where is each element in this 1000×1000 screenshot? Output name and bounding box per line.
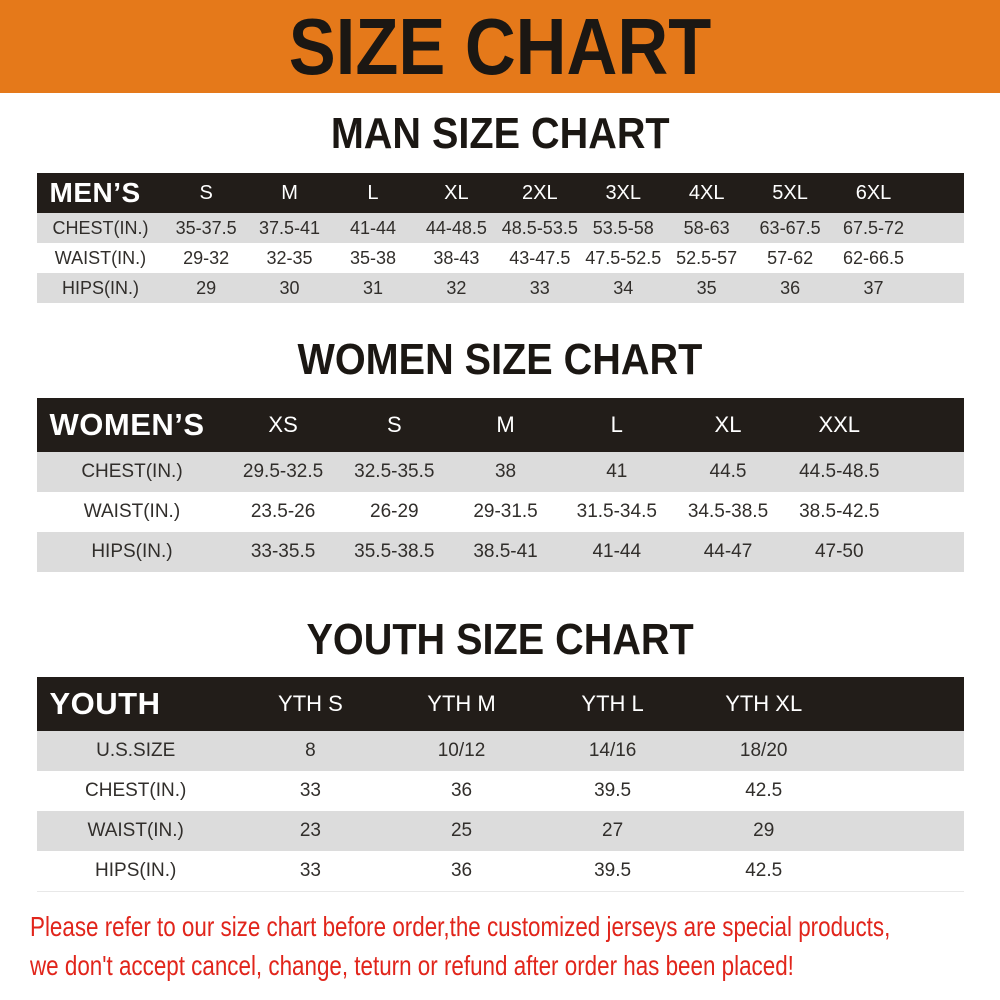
table-row [37, 273, 964, 303]
women-size-table [37, 398, 964, 572]
size-cell: 34 [582, 273, 665, 303]
column-header: XS [227, 398, 338, 452]
size-cell: 41-44 [561, 532, 672, 572]
column-header: 4XL [665, 173, 748, 213]
size-cell: 38.5-41 [450, 532, 561, 572]
size-cell: 30 [248, 273, 331, 303]
size-cell: 36 [386, 851, 537, 892]
size-cell: 35-38 [331, 243, 414, 273]
size-cell: 47.5-52.5 [582, 243, 665, 273]
section-heading-youth [0, 615, 1000, 664]
size-cell: 62-66.5 [832, 243, 915, 273]
column-header: XL [415, 173, 498, 213]
size-cell: 42.5 [688, 851, 839, 892]
size-cell: 31.5-34.5 [561, 492, 672, 532]
row-label: WAIST(IN.) [37, 243, 165, 273]
size-cell: 41 [561, 452, 672, 492]
table-row [37, 243, 964, 273]
size-cell: 18/20 [688, 731, 839, 771]
size-cell: 42.5 [688, 771, 839, 811]
table-row [37, 492, 964, 532]
size-cell: 35 [665, 273, 748, 303]
size-cell: 39.5 [537, 851, 688, 892]
size-cell: 34.5-38.5 [672, 492, 783, 532]
size-cell: 39.5 [537, 771, 688, 811]
size-cell: 37.5-41 [248, 213, 331, 243]
size-cell: 25 [386, 811, 537, 851]
table-row [37, 532, 964, 572]
row-spacer-cell [839, 811, 963, 851]
size-cell: 41-44 [331, 213, 414, 243]
size-cell: 57-62 [748, 243, 831, 273]
column-header: 5XL [748, 173, 831, 213]
table-header-row [37, 677, 964, 731]
size-cell: 14/16 [537, 731, 688, 771]
size-cell: 32-35 [248, 243, 331, 273]
size-cell: 31 [331, 273, 414, 303]
size-chart-sections [0, 109, 1000, 892]
section-heading-men [0, 109, 1000, 158]
column-header: YTH S [235, 677, 386, 731]
row-label: HIPS(IN.) [37, 851, 235, 892]
row-spacer-cell [839, 851, 963, 892]
size-cell: 23.5-26 [227, 492, 338, 532]
size-cell: 37 [832, 273, 915, 303]
row-label: HIPS(IN.) [37, 532, 228, 572]
size-cell: 58-63 [665, 213, 748, 243]
column-header: 6XL [832, 173, 915, 213]
column-header: YTH XL [688, 677, 839, 731]
size-cell: 35.5-38.5 [339, 532, 450, 572]
column-header: M [248, 173, 331, 213]
size-cell: 38.5-42.5 [784, 492, 895, 532]
column-header: L [331, 173, 414, 213]
row-spacer-cell [895, 532, 964, 572]
table-row [37, 213, 964, 243]
table-corner-label: MEN’S [37, 173, 165, 213]
column-header: S [339, 398, 450, 452]
size-cell: 32 [415, 273, 498, 303]
size-cell: 44-48.5 [415, 213, 498, 243]
row-label: HIPS(IN.) [37, 273, 165, 303]
row-spacer-cell [839, 731, 963, 771]
size-cell: 10/12 [386, 731, 537, 771]
row-spacer-cell [915, 213, 963, 243]
size-cell: 38-43 [415, 243, 498, 273]
header-spacer-cell [839, 677, 963, 731]
size-cell: 29-31.5 [450, 492, 561, 532]
row-label: U.S.SIZE [37, 731, 235, 771]
size-cell: 43-47.5 [498, 243, 581, 273]
size-cell: 53.5-58 [582, 213, 665, 243]
size-cell: 33 [498, 273, 581, 303]
size-cell: 27 [537, 811, 688, 851]
size-cell: 36 [748, 273, 831, 303]
size-cell: 33-35.5 [227, 532, 338, 572]
size-cell: 29-32 [164, 243, 247, 273]
row-spacer-cell [895, 492, 964, 532]
row-spacer-cell [915, 273, 963, 303]
title-banner [0, 0, 1000, 93]
column-header: 3XL [582, 173, 665, 213]
row-label: WAIST(IN.) [37, 811, 235, 851]
size-cell: 63-67.5 [748, 213, 831, 243]
column-header: XXL [784, 398, 895, 452]
section-heading-women [0, 335, 1000, 384]
table-row [37, 771, 964, 811]
size-cell: 33 [235, 851, 386, 892]
row-spacer-cell [839, 771, 963, 811]
table-corner-label: YOUTH [37, 677, 235, 731]
column-header: L [561, 398, 672, 452]
table-corner-label: WOMEN’S [37, 398, 228, 452]
footer-line-1: Please refer to our size chart before order,the customized jerseys are special products, [30, 911, 891, 942]
column-header: XL [672, 398, 783, 452]
size-cell: 23 [235, 811, 386, 851]
size-cell: 47-50 [784, 532, 895, 572]
section-heading-text: WOMEN SIZE CHART [297, 335, 703, 384]
column-header: YTH L [537, 677, 688, 731]
size-cell: 44.5 [672, 452, 783, 492]
column-header: S [164, 173, 247, 213]
column-header: 2XL [498, 173, 581, 213]
table-row [37, 731, 964, 771]
row-spacer-cell [895, 452, 964, 492]
table-row [37, 811, 964, 851]
size-cell: 35-37.5 [164, 213, 247, 243]
size-cell: 29 [164, 273, 247, 303]
section-heading-text: YOUTH SIZE CHART [306, 615, 694, 664]
size-cell: 38 [450, 452, 561, 492]
header-spacer-cell [895, 398, 964, 452]
table-header-row [37, 398, 964, 452]
row-label: WAIST(IN.) [37, 492, 228, 532]
row-label: CHEST(IN.) [37, 213, 165, 243]
footer-note [0, 908, 1000, 985]
table-row [37, 452, 964, 492]
size-cell: 33 [235, 771, 386, 811]
size-cell: 44.5-48.5 [784, 452, 895, 492]
footer-line-2: we don't accept cancel, change, teturn or refund after order has been placed! [30, 949, 794, 981]
size-cell: 52.5-57 [665, 243, 748, 273]
row-spacer-cell [915, 243, 963, 273]
row-label: CHEST(IN.) [37, 771, 235, 811]
section-heading-text: MAN SIZE CHART [330, 109, 670, 158]
men-size-table [37, 173, 964, 303]
size-cell: 32.5-35.5 [339, 452, 450, 492]
page-title: SIZE CHART [288, 1, 712, 91]
column-header: YTH M [386, 677, 537, 731]
youth-size-table [37, 677, 964, 892]
header-spacer-cell [915, 173, 963, 213]
size-cell: 26-29 [339, 492, 450, 532]
size-cell: 8 [235, 731, 386, 771]
size-cell: 44-47 [672, 532, 783, 572]
size-cell: 67.5-72 [832, 213, 915, 243]
size-cell: 48.5-53.5 [498, 213, 581, 243]
table-row [37, 851, 964, 892]
column-header: M [450, 398, 561, 452]
row-label: CHEST(IN.) [37, 452, 228, 492]
table-header-row [37, 173, 964, 213]
size-cell: 36 [386, 771, 537, 811]
size-cell: 29 [688, 811, 839, 851]
size-cell: 29.5-32.5 [227, 452, 338, 492]
